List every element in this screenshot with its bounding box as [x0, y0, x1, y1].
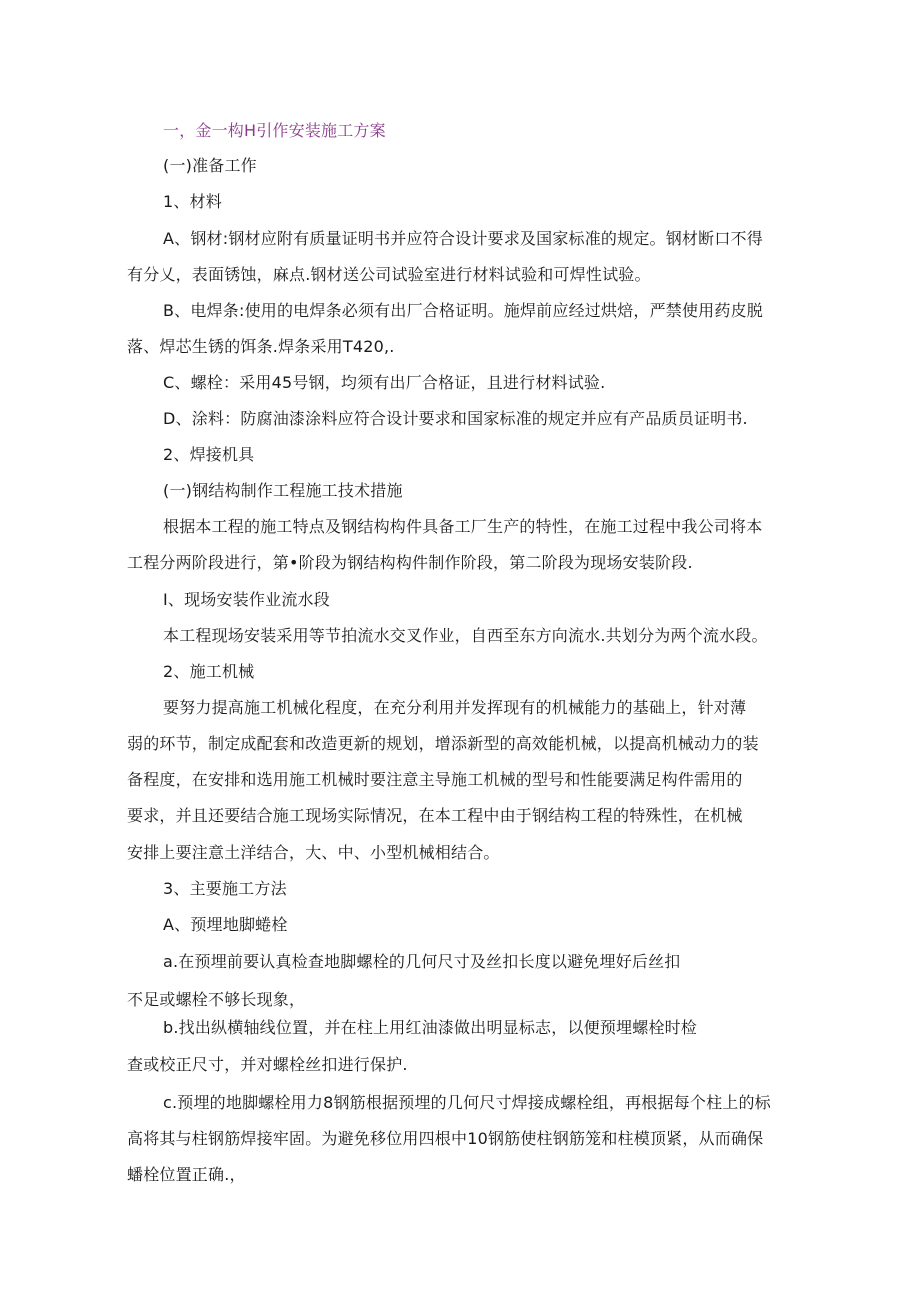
paragraph-line: 要努力提高施工机械化程度，在充分利用并发挥现有的机械能力的基础上，针对薄 — [163, 698, 747, 717]
document-title: 一，金一构H引作安装施工方案 — [163, 121, 386, 140]
paragraph-line: 高将其与柱钢筋焊接牢固。为避免移位用四根中10钢筋使柱钢筋笼和柱模顶紧，从而确保 — [127, 1129, 764, 1148]
paragraph-line: 安排上要注意土洋结合，大、中、小型机械相结合。 — [127, 843, 500, 862]
paragraph-line: B、电焊条:使用的电焊条必须有出厂合格证明。施焊前应经过烘焙，严禁使用药皮脱 — [163, 301, 763, 320]
paragraph-line: 弱的环节，制定成配套和改造更新的规划，增添新型的高效能机械，以提高机械动力的装 — [127, 734, 759, 753]
paragraph-line: C、螺栓：采用45号钢，均须有出厂合格证，且进行材料试验. — [163, 373, 606, 392]
paragraph-line: D、涂料：防腐油漆涂料应符合设计要求和国家标准的规定并应有产品质员证明书. — [163, 409, 748, 428]
paragraph-line: 落、焊芯生锈的饵条.焊条采用T420,. — [127, 337, 395, 356]
paragraph-line: 有分乂，表面锈蚀，麻点.钢材送公司试验室进行材料试验和可焊性试验。 — [127, 265, 651, 284]
paragraph-line: 根据本工程的施工特点及钢结构构件具备工厂生产的特性，在施工过程中我公司将本 — [163, 517, 763, 536]
paragraph-line: a.在预埋前要认真检查地脚螺栓的几何尺寸及丝扣长度以避免埋好后丝扣 — [163, 952, 681, 971]
subsection-heading: 1、材料 — [163, 192, 222, 211]
subsection-heading: 3、主要施工方法 — [163, 879, 287, 898]
paragraph-line: c.预埋的地脚螺栓用力8钢筋根据预埋的几何尺寸焊接成螺栓组，再根据每个柱上的标 — [163, 1093, 771, 1112]
section-heading: (一)准备工作 — [163, 156, 257, 175]
subsection-heading: I、现场安装作业流水段 — [163, 590, 330, 609]
paragraph-line: b.找出纵横轴线位置，并在柱上用红油漆做出明显标志，以便预埋螺栓时检 — [163, 1018, 698, 1037]
section-heading: (一)钢结构制作工程施工技术措施 — [163, 481, 403, 500]
subsection-heading: 2、施工机械 — [163, 662, 255, 681]
paragraph-line: 不足或螺栓不够长现象， — [127, 990, 306, 1009]
paragraph-line: 本工程现场安装采用等节拍流水交叉作业，自西至东方向流水.共划分为两个流水段。 — [163, 626, 768, 645]
paragraph-line: 查或校正尺寸，并对螺栓丝扣进行保护. — [127, 1055, 408, 1074]
paragraph-line: 工程分两阶段进行，第•阶段为钢结构构件制作阶段，第二阶段为现场安装阶段. — [127, 553, 693, 572]
paragraph-line: 要求，并且还要结合施工现场实际情况，在本工程中由于钢结构工程的特殊性，在机械 — [127, 806, 743, 825]
paragraph-line: 蟠栓位置正确.， — [127, 1165, 246, 1184]
paragraph-line: 备程度，在安排和选用施工机械时要注意主导施工机械的型号和性能要满足构件需用的 — [127, 770, 743, 789]
subsection-heading: A、预埋地脚蜷栓 — [163, 915, 288, 934]
subsection-heading: 2、焊接机具 — [163, 445, 255, 464]
paragraph-line: A、钢材:钢材应附有质量证明书并应符合设计要求及国家标准的规定。钢材断口不得 — [163, 229, 763, 248]
